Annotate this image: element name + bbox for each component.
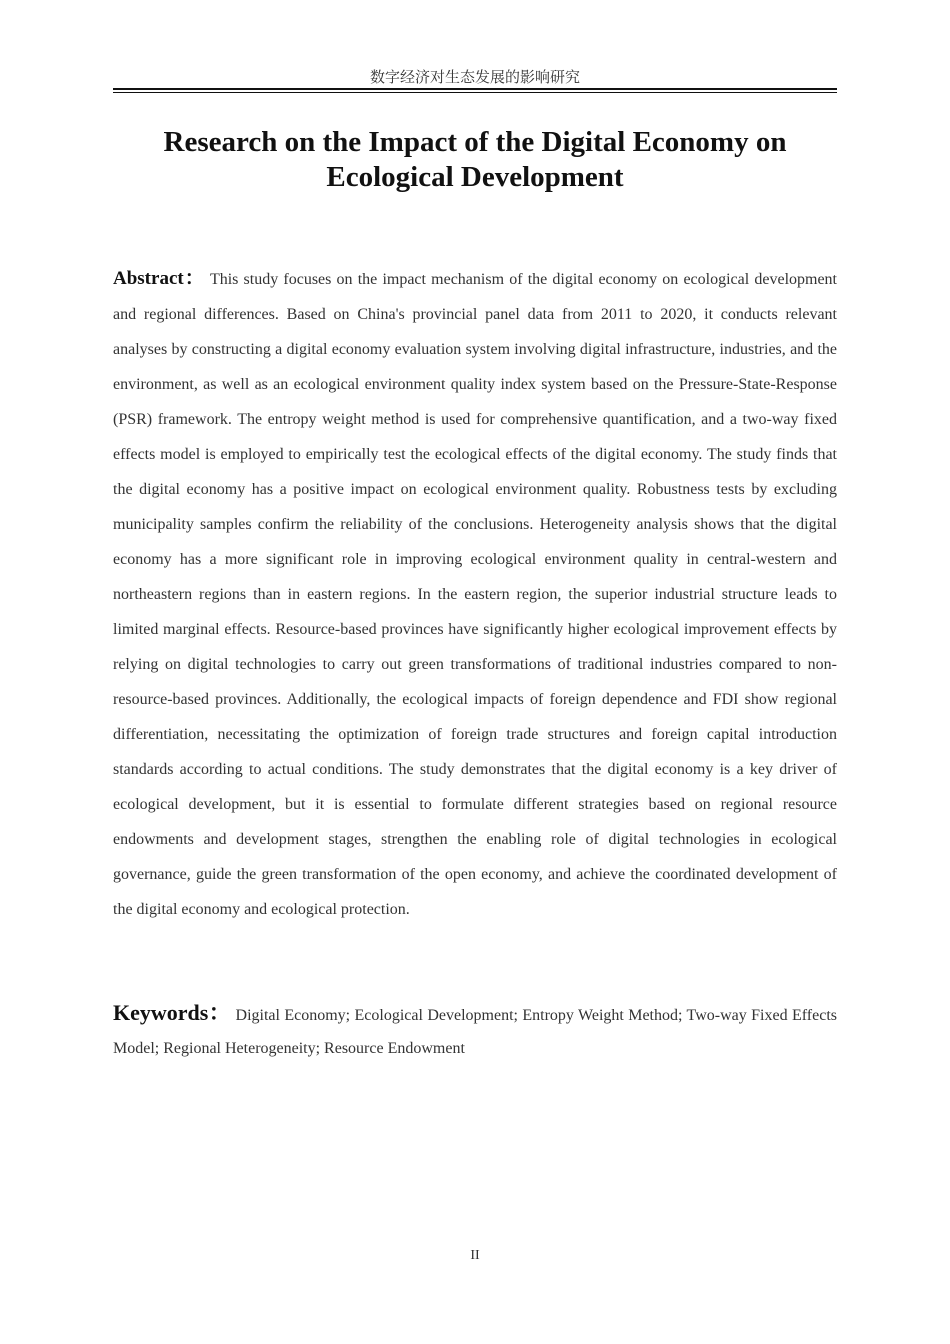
keywords-text: Digital Economy; Ecological Development; Entropy Weight Method; Two-way Fixed Effects Model; Regional Heterogeneity; Resource Endowment [113, 1007, 838, 1057]
title-line-1: Research on the Impact of the Digital Economy on [163, 126, 787, 158]
header-rule [113, 88, 837, 90]
keywords-paragraph [113, 996, 837, 1065]
keywords-label: Keywords： [113, 1000, 232, 1025]
abstract-label: Abstract： [113, 268, 206, 289]
running-header: 数字经济对生态发展的影响研究 [369, 68, 580, 86]
abstract-paragraph [113, 261, 837, 927]
abstract-text: This study focuses on the impact mechanism of the digital economy on ecological development and regional differences. Based on China's provincial panel data from 2011 to 2020, it conducts relevant analyses by constructing a digital economy evaluation system involving digital infrastructure, industries, and the environment, as well as an ecological environment quality index system based on the Pressure-State-Response (PSR) framework. The entropy weight method is used for comprehensive quantification, and a two-way fixed effects model is employed to empirically test the ecological effects of the digital economy. The study finds that the digital economy has a positive impact on ecological environment quality. Robustness tests by excluding municipality samples confirm the reliability of the conclusions. Heterogeneity analysis shows that the digital economy has a more significant role in improving ecological environment quality in central-western and northeastern regions than in eastern regions. In the eastern region, the superior industrial structure leads to limited marginal effects. Resource-based provinces have significantly higher ecological improvement effects by relying on digital technologies to carry out green transformations of traditional industries compared to non-resource-based provinces. Additionally, the ecological impacts of foreign dependence and FDI show regional differentiation, necessitating the optimization of foreign trade structures and foreign capital introduction standards according to actual conditions. The study demonstrates that the digital economy is a key driver of ecological development, but it is essential to formulate different strategies based on regional resource endowments and development stages, strengthen the enabling role of digital technologies in ecological governance, guide the green transformation of the open economy, and achieve the coordinated development of the digital economy and ecological protection. [113, 271, 838, 918]
page-number: II [470, 1248, 480, 1263]
header-rule-thin [113, 92, 837, 93]
page-title [113, 125, 837, 195]
title-line-2: Ecological Development [326, 161, 624, 193]
